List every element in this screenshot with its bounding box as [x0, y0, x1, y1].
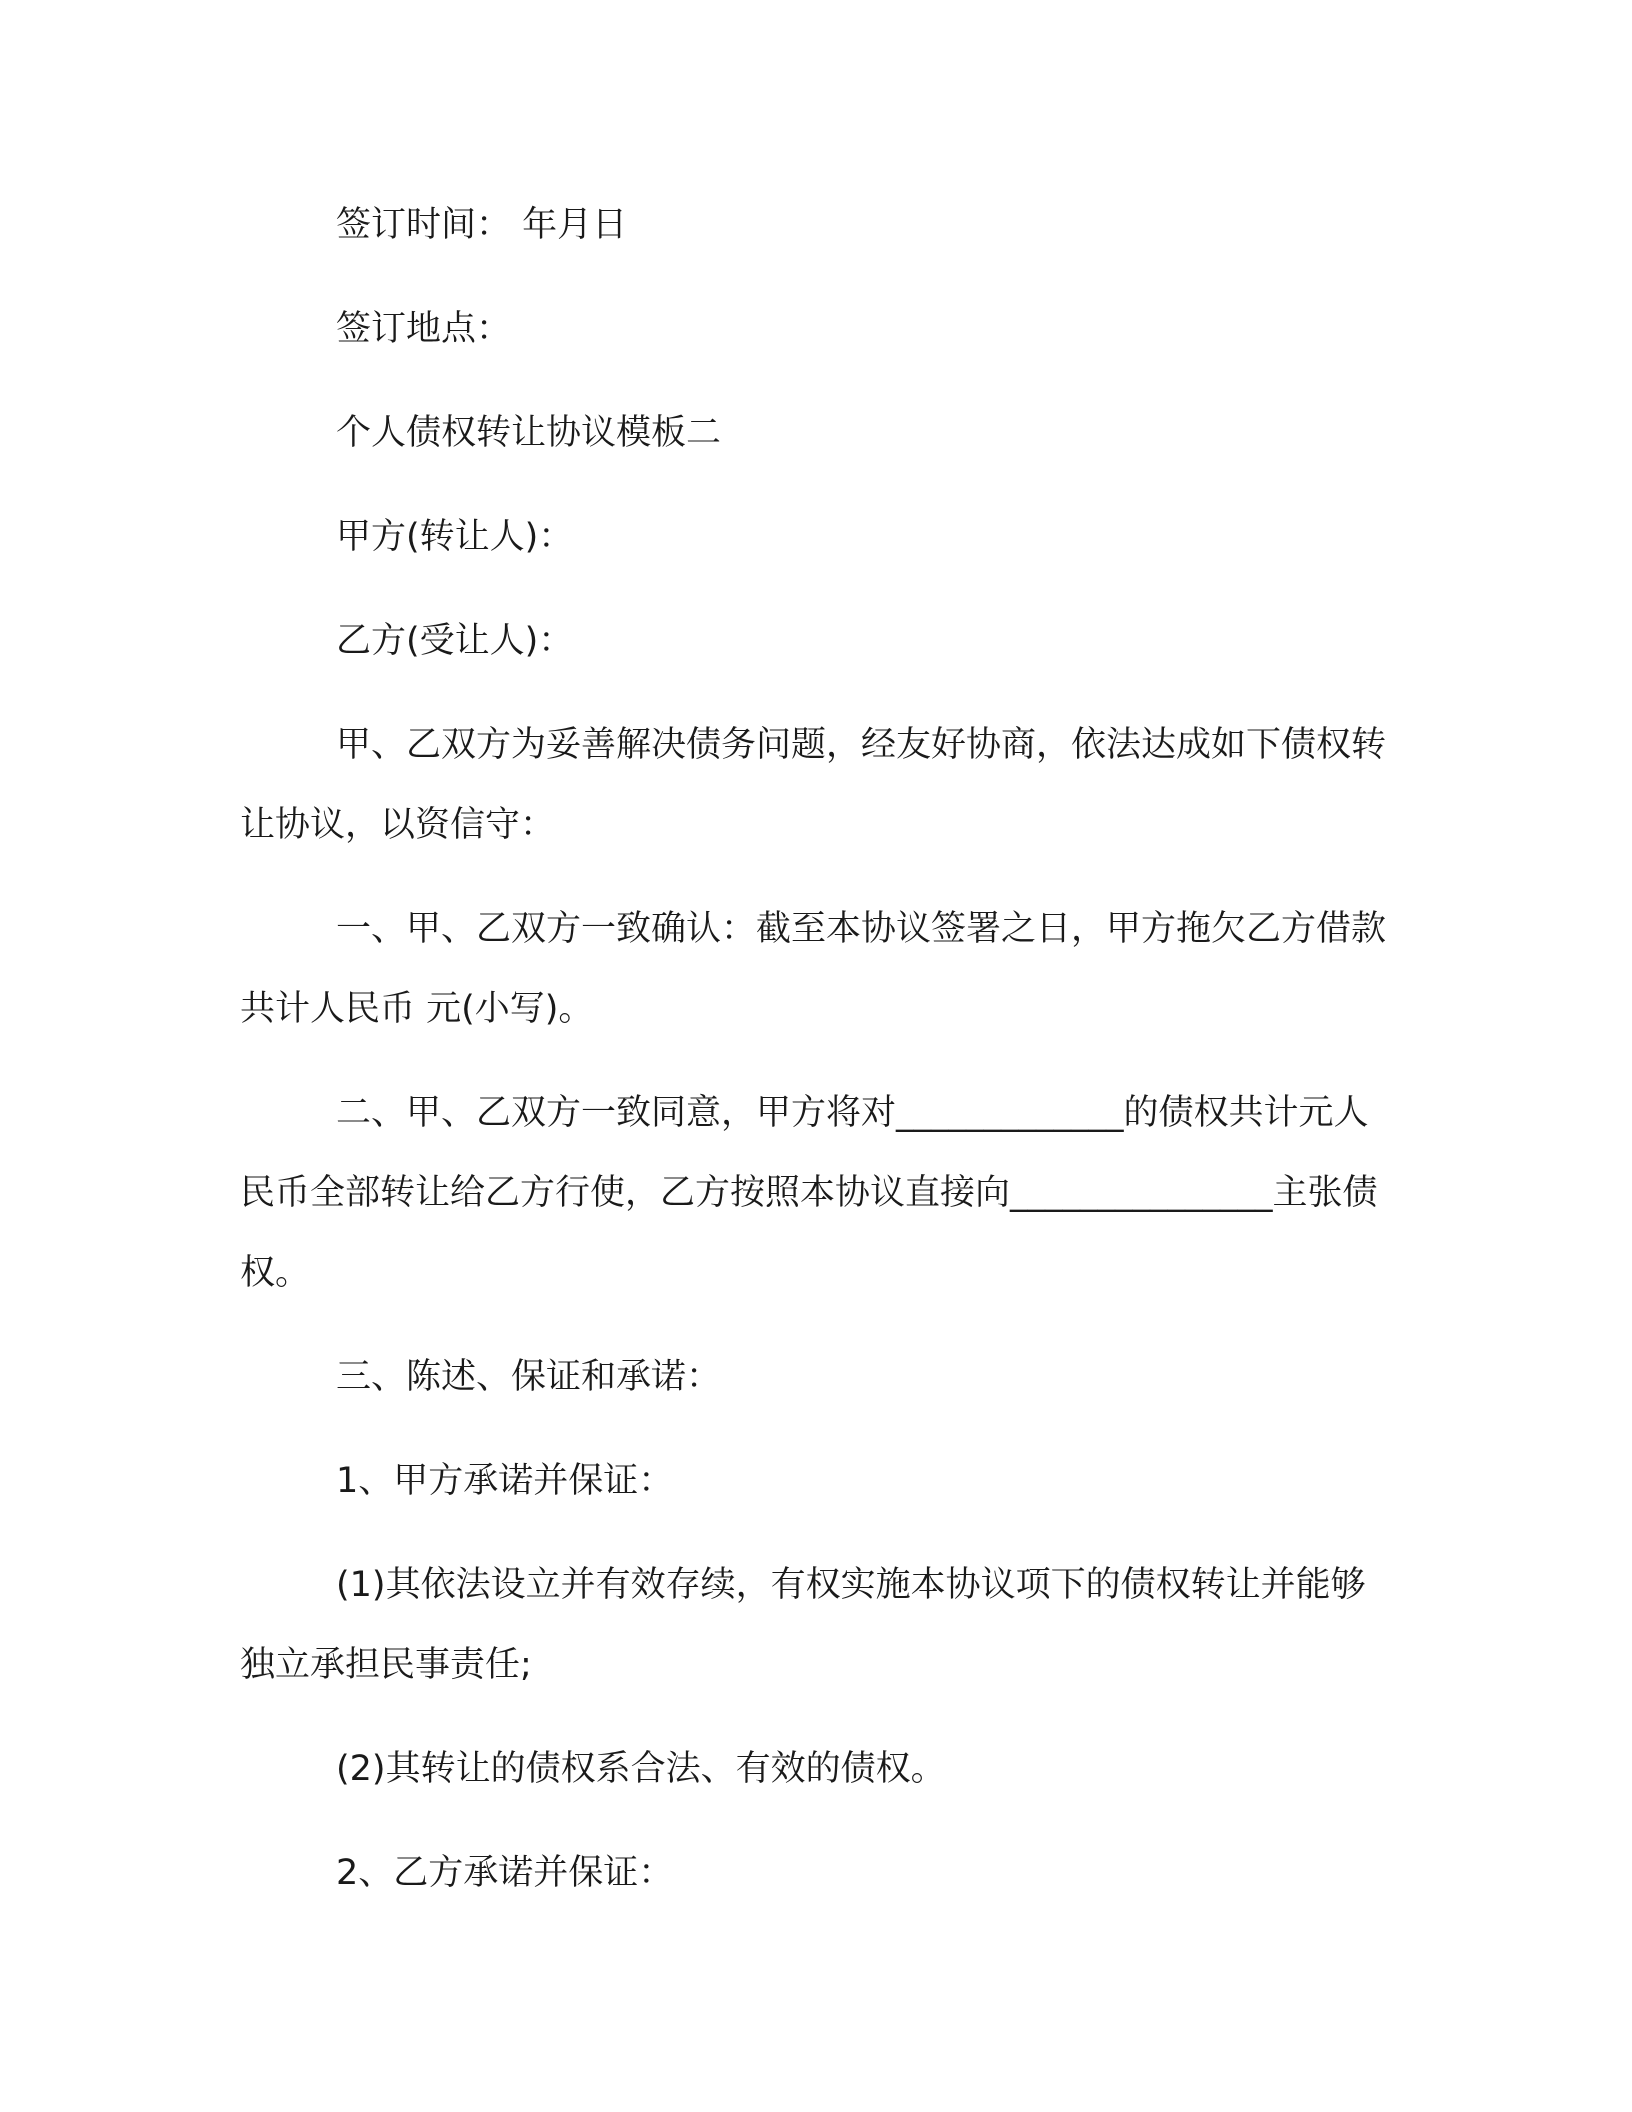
- party-a-line: 甲方(转让人)：: [336, 517, 574, 557]
- clause-3-1-item-2: (2)其转让的债权系合法、有效的债权。: [336, 1749, 946, 1789]
- signing-place-line: 签订地点：: [336, 309, 512, 349]
- document-body: [240, 185, 1400, 1937]
- clause-3-1-item-1: (1)其依法设立并有效存续，有权实施本协议项下的债权转让并能够独立承担民事责任;: [240, 1565, 1366, 1685]
- clause-3-2-heading: 2、乙方承诺并保证：: [336, 1853, 674, 1893]
- clause-1: 一、甲、乙双方一致确认：截至本协议签署之日，甲方拖欠乙方借款共计人民币 元(小写)。: [240, 909, 1387, 1029]
- preamble-paragraph: 甲、乙双方为妥善解决债务问题，经友好协商，依法达成如下债权转让协议，以资信守：: [240, 725, 1387, 845]
- template-title: 个人债权转让协议模板二: [336, 413, 722, 453]
- signing-date-line: 签订时间： 年月日: [336, 205, 628, 245]
- party-b-line: 乙方(受让人)：: [336, 621, 574, 661]
- clause-2: 二、甲、乙双方一致同意，甲方将对_____________的债权共计元人民币全部转让给乙方行使，乙方按照本协议直接向_______________主张债权。: [240, 1093, 1378, 1293]
- clause-3-1-heading: 1、甲方承诺并保证：: [336, 1461, 674, 1501]
- clause-3-heading: 三、陈述、保证和承诺：: [336, 1357, 722, 1397]
